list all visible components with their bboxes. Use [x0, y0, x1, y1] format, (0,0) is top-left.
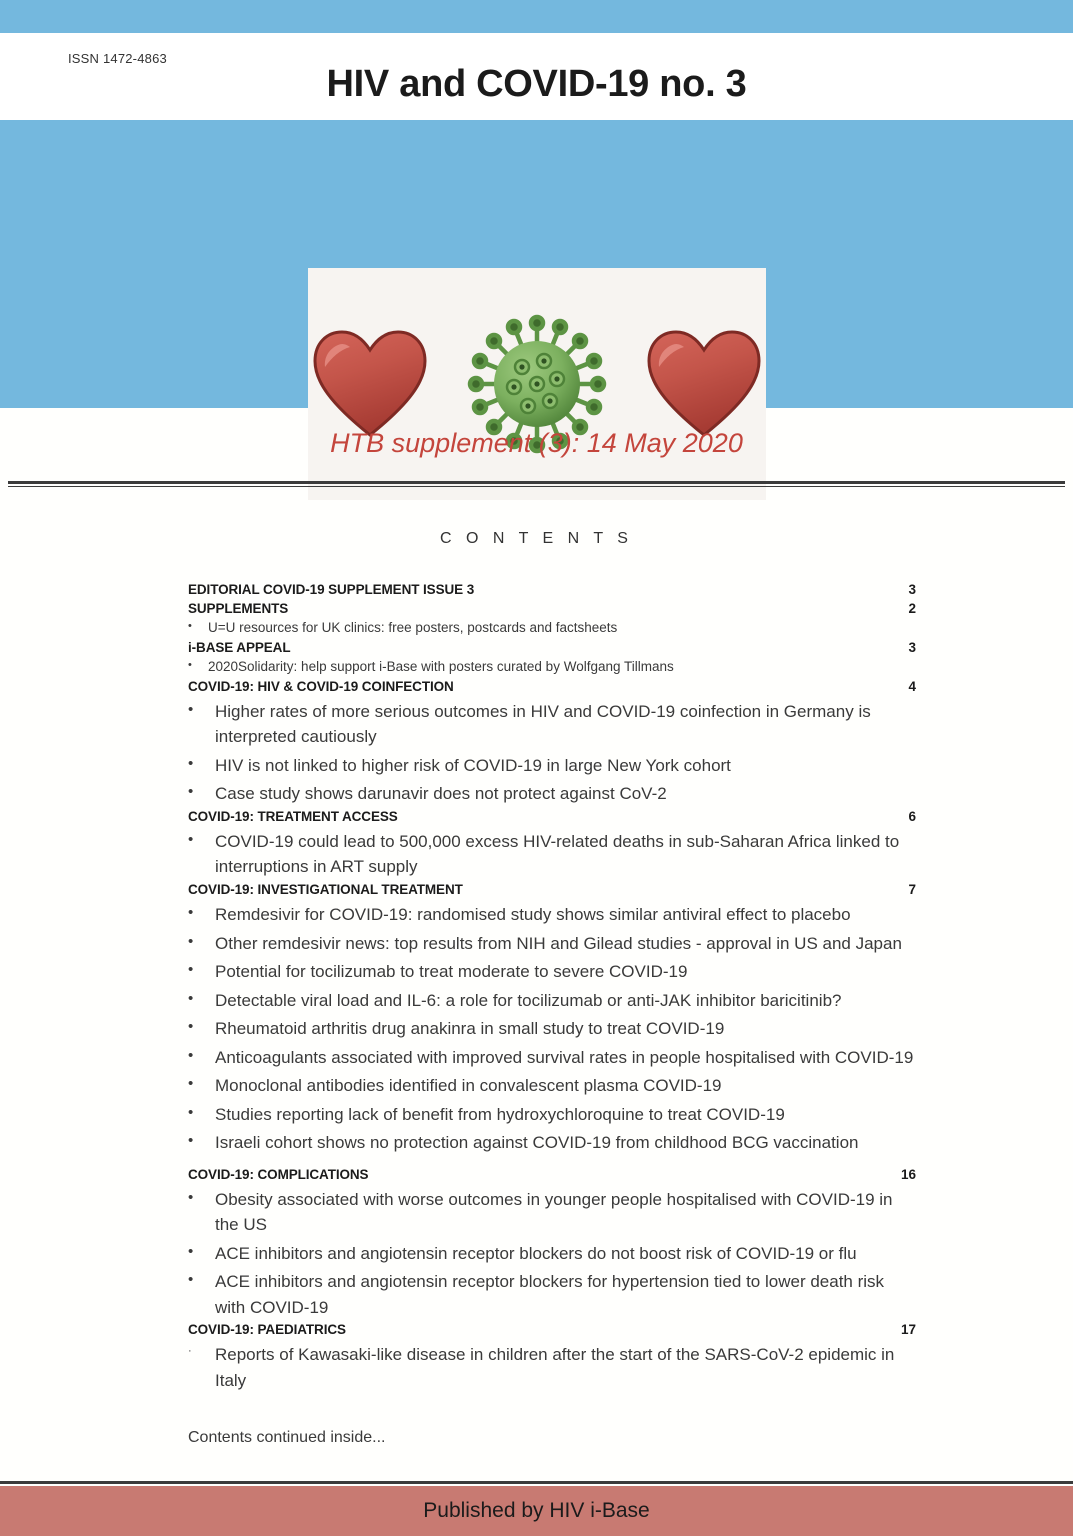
- table-of-contents: [188, 580, 916, 1447]
- bullet-icon: •: [188, 1132, 194, 1150]
- toc-section-page-number: 2: [908, 601, 916, 617]
- toc-list-item[interactable]: [188, 657, 916, 677]
- toc-list-item[interactable]: [188, 829, 916, 880]
- contents-continued-note: Contents continued inside...: [188, 1429, 386, 1447]
- bullet-icon: •: [188, 700, 194, 718]
- issue-subtitle: HTB supplement (3): 14 May 2020: [330, 428, 743, 458]
- bullet-icon: •: [188, 659, 192, 672]
- toc-item-text: Other remdesivir news: top results from NIH and Gilead studies - approval in US and Japan: [215, 933, 902, 953]
- toc-list-item[interactable]: [188, 1045, 916, 1071]
- header-divider: [8, 481, 1065, 484]
- bullet-icon: ·: [188, 1345, 192, 1358]
- toc-list-item[interactable]: [188, 1130, 916, 1156]
- toc-item-text: U=U resources for UK clinics: free posters, postcards and factsheets: [208, 620, 618, 636]
- publisher-text: Published by HIV i-Base: [423, 1499, 650, 1522]
- toc-list-item[interactable]: [188, 781, 916, 807]
- bullet-icon: •: [188, 961, 194, 979]
- toc-item-text: Obesity associated with worse outcomes in younger people hospitalised with COVID-19 in the US: [215, 1189, 893, 1235]
- cover-illustration: [308, 268, 766, 500]
- toc-list-item[interactable]: [188, 931, 916, 957]
- hero-blue-band: [0, 120, 1073, 408]
- toc-section-label: EDITORIAL COVID-19 SUPPLEMENT ISSUE 3: [188, 582, 475, 597]
- toc-list-item[interactable]: [188, 959, 916, 985]
- toc-list-item[interactable]: [188, 988, 916, 1014]
- toc-section-heading[interactable]: [188, 638, 916, 657]
- toc-list-item[interactable]: [188, 1241, 916, 1267]
- toc-section-page-number: 4: [908, 678, 916, 694]
- header-divider-thin: [8, 486, 1065, 487]
- toc-section-page-number: 3: [908, 582, 916, 597]
- toc-section-label: COVID-19: COMPLICATIONS: [188, 1166, 369, 1182]
- toc-item-text: Rheumatoid arthritis drug anakinra in small study to treat COVID-19: [215, 1019, 725, 1039]
- toc-list-item[interactable]: [188, 1187, 916, 1238]
- bullet-icon: •: [188, 1046, 194, 1064]
- toc-item-text: 2020Solidarity: help support i-Base with posters curated by Wolfgang Tillmans: [208, 659, 674, 675]
- toc-item-text: Studies reporting lack of benefit from hydroxychloroquine to treat COVID-19: [215, 1104, 785, 1124]
- toc-section-label: COVID-19: TREATMENT ACCESS: [188, 808, 398, 824]
- toc-item-text: HIV is not linked to higher risk of COVID-19 in large New York cohort: [215, 755, 731, 775]
- toc-section-heading[interactable]: [188, 1165, 916, 1184]
- toc-item-text: Potential for tocilizumab to treat moderate to severe COVID-19: [215, 962, 688, 982]
- top-blue-band: [0, 0, 1073, 33]
- toc-item-text: ACE inhibitors and angiotensin receptor blockers do not boost risk of COVID-19 or flu: [215, 1243, 857, 1263]
- bullet-icon: •: [188, 1103, 194, 1121]
- toc-item-text: Detectable viral load and IL-6: a role for tocilizumab or anti-JAK inhibitor baricitinib?: [215, 990, 842, 1010]
- toc-section-label: COVID-19: PAEDIATRICS: [188, 1322, 346, 1338]
- toc-list-item[interactable]: [188, 1269, 916, 1320]
- toc-item-text: Anticoagulants associated with improved survival rates in people hospitalised with COVID-19: [215, 1047, 914, 1067]
- toc-item-text: Monoclonal antibodies identified in convalescent plasma COVID-19: [215, 1076, 722, 1096]
- toc-section-heading[interactable]: [188, 807, 916, 826]
- toc-list-item[interactable]: [188, 1102, 916, 1128]
- toc-list-item[interactable]: [188, 1016, 916, 1042]
- bullet-icon: •: [188, 620, 192, 633]
- bullet-icon: •: [188, 932, 194, 950]
- toc-section-page-number: 7: [908, 881, 916, 897]
- bullet-icon: •: [188, 1018, 194, 1036]
- toc-section-label: SUPPLEMENTS: [188, 601, 289, 617]
- toc-section-page-number: 6: [908, 808, 916, 824]
- contents-heading: C O N T E N T S: [440, 530, 633, 547]
- toc-item-text: Israeli cohort shows no protection against COVID-19 from childhood BCG vaccination: [215, 1133, 859, 1153]
- toc-section-page-number: 17: [900, 1322, 916, 1338]
- footer-divider: [0, 1481, 1073, 1484]
- page-title: HIV and COVID-19 no. 3: [326, 63, 747, 105]
- toc-section-heading[interactable]: [188, 1320, 916, 1339]
- toc-section-label: COVID-19: HIV & COVID-19 COINFECTION: [188, 678, 454, 694]
- issn-text: ISSN 1472-4863: [68, 51, 167, 66]
- toc-list-item[interactable]: [188, 1342, 916, 1393]
- toc-section-label: COVID-19: INVESTIGATIONAL TREATMENT: [188, 881, 463, 897]
- toc-list-item[interactable]: [188, 902, 916, 928]
- heart-icon: [646, 329, 762, 439]
- bullet-icon: •: [188, 989, 194, 1007]
- footer-band: [0, 1486, 1073, 1536]
- bullet-icon: •: [188, 1188, 194, 1206]
- toc-section-page-number: 16: [900, 1166, 916, 1182]
- toc-list-item[interactable]: [188, 1073, 916, 1099]
- toc-item-text: Case study shows darunavir does not protect against CoV-2: [215, 784, 667, 804]
- toc-section-label: i-BASE APPEAL: [188, 639, 291, 655]
- heart-icon: [312, 329, 428, 439]
- toc-item-text: ACE inhibitors and angiotensin receptor blockers for hypertension tied to lower death risk with COVID-19: [215, 1272, 885, 1317]
- toc-list-item[interactable]: [188, 618, 916, 638]
- bullet-icon: •: [188, 904, 194, 922]
- toc-item-text: Higher rates of more serious outcomes in HIV and COVID-19 coinfection in Germany is interpreted cautiously: [215, 701, 871, 747]
- bullet-icon: •: [188, 754, 194, 772]
- bullet-icon: •: [188, 783, 194, 801]
- bullet-icon: •: [188, 1271, 194, 1289]
- toc-item-text: Remdesivir for COVID-19: randomised study shows similar antiviral effect to placebo: [215, 905, 851, 925]
- toc-section-heading[interactable]: [188, 677, 916, 696]
- bullet-icon: •: [188, 1075, 194, 1093]
- toc-section-heading[interactable]: [188, 599, 916, 618]
- toc-section-heading[interactable]: [188, 580, 916, 599]
- toc-section-heading[interactable]: [188, 880, 916, 899]
- toc-item-text: COVID-19 could lead to 500,000 excess HIV-related deaths in sub-Saharan Africa linked to interruptions in ART supply: [215, 831, 900, 877]
- toc-item-text: Reports of Kawasaki-like disease in children after the start of the SARS-CoV-2 epidemic in Italy: [215, 1345, 895, 1390]
- toc-section-page-number: 3: [908, 639, 916, 655]
- bullet-icon: •: [188, 830, 194, 848]
- toc-list-item[interactable]: [188, 699, 916, 750]
- bullet-icon: •: [188, 1242, 194, 1260]
- toc-list-item[interactable]: [188, 753, 916, 779]
